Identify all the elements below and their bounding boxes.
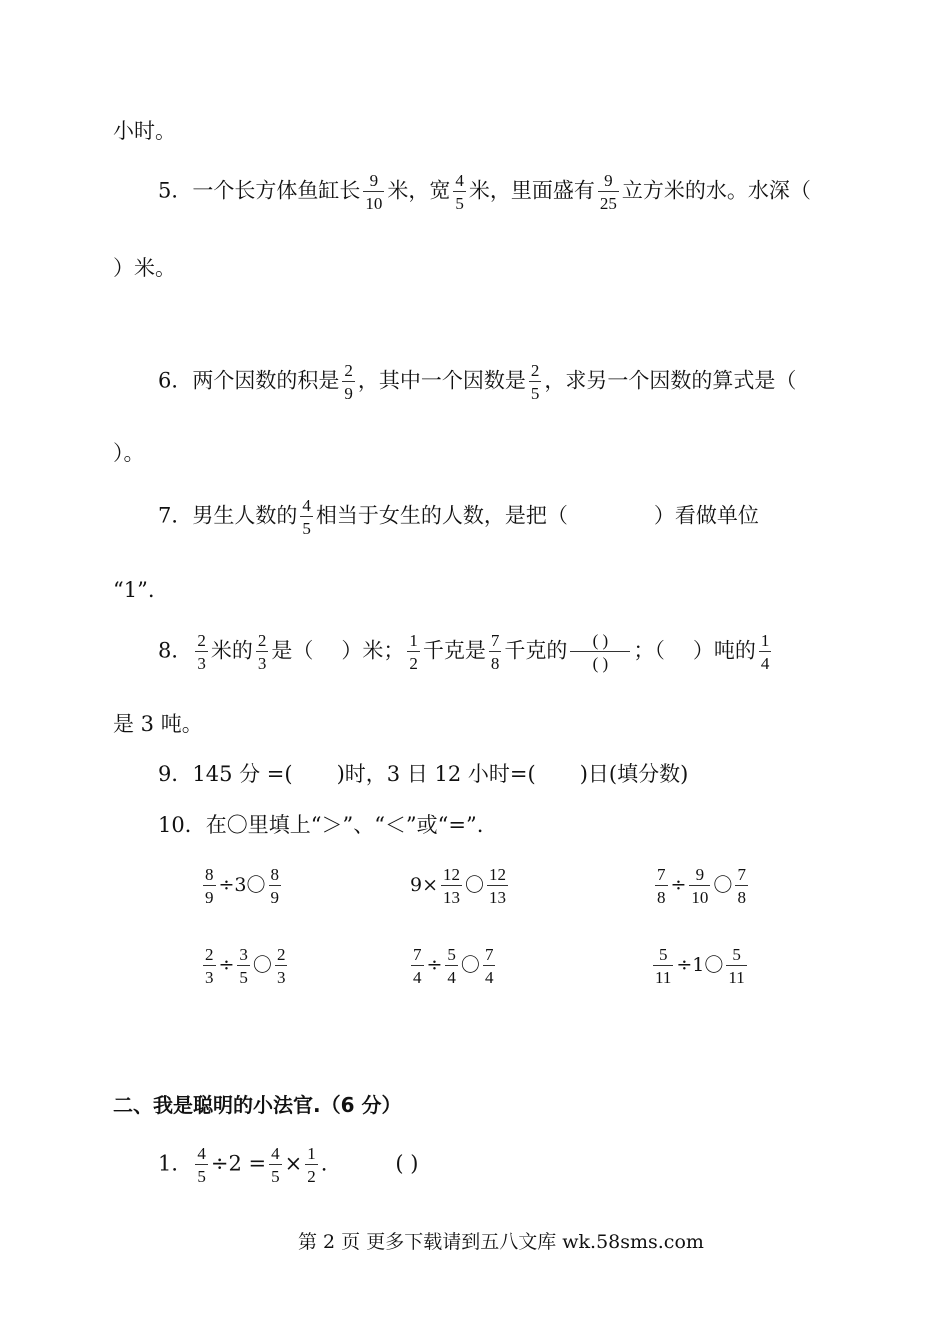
- fraction: $\frac{1}{2}$: [409, 631, 418, 673]
- q9-text: )日(填分数): [579, 762, 689, 786]
- q6-continuation: ）。: [113, 441, 145, 465]
- fraction: $\frac{2}{3}$: [257, 631, 267, 673]
- q6-text: ，其中一个因数是: [357, 368, 526, 393]
- operator: 〇: [460, 954, 480, 976]
- question-8: [158, 632, 774, 672]
- question-7: [158, 497, 759, 537]
- compare-item: [200, 946, 290, 986]
- fraction: $\frac{5}{11}$: [728, 945, 745, 987]
- operator: ÷: [218, 954, 235, 976]
- s2q1-text: ÷2 =: [210, 1151, 267, 1176]
- fraction: $\frac{4}{5}$: [302, 496, 311, 538]
- q8-text: 是（: [271, 638, 314, 663]
- fraction: $\frac{9}{10}$: [365, 171, 383, 213]
- fraction: $\frac{4}{5}$: [455, 171, 464, 213]
- page-footer: 第 2 页 更多下载请到五八文库 wk.58sms.com: [298, 1231, 704, 1253]
- fraction: $\frac{2}{3}$: [197, 631, 206, 673]
- fraction: $\frac{12}{13}$: [443, 865, 461, 907]
- fraction: $\frac{4}{5}$: [271, 1144, 280, 1186]
- q5-continuation: ）米。: [113, 256, 176, 280]
- s2q1-text: ×: [284, 1151, 303, 1176]
- operator: ÷3〇: [218, 874, 266, 896]
- compare-item: [652, 866, 751, 906]
- q6-text: 6．两个因数的积是: [158, 368, 340, 393]
- q7-text: 7．男生人数的: [158, 503, 298, 528]
- q8-text: ）吨的: [692, 638, 756, 663]
- q6-text: ，求另一个因数的算式是（: [544, 368, 797, 393]
- fraction: $\frac{2}{9}$: [344, 361, 353, 403]
- q5-text: 5．一个长方体鱼缸长: [158, 178, 361, 203]
- q8-text: 米的: [210, 638, 253, 663]
- judge-question-1: [158, 1145, 418, 1185]
- section-heading: 二、我是聪明的小法官.（6 分）: [113, 1093, 402, 1117]
- s2q1-text: 1．: [158, 1151, 193, 1176]
- fraction: $\frac{2}{3}$: [276, 945, 286, 987]
- q5-text: 立方米的水。水深（: [621, 178, 811, 203]
- fraction: $\frac{9}{10}$: [691, 865, 709, 907]
- q8-text: 千克的: [504, 638, 568, 663]
- operator: 〇: [713, 874, 733, 896]
- fraction: $\frac{2}{3}$: [205, 945, 214, 987]
- fraction: $\frac{3}{5}$: [239, 945, 248, 987]
- s2q1-text: .: [320, 1151, 328, 1176]
- q7-text: 相当于女生的人数，是把（: [315, 503, 568, 528]
- fraction: $\frac{5}{4}$: [447, 945, 456, 987]
- fraction: $\frac{4}{5}$: [197, 1144, 206, 1186]
- compare-item: [650, 946, 750, 986]
- question-9: [158, 764, 688, 785]
- fraction: $\frac{8}{9}$: [205, 865, 214, 907]
- operator: ÷1〇: [676, 954, 724, 976]
- q8-continuation: 是 3 吨。: [113, 712, 203, 736]
- operator: 〇: [465, 874, 485, 896]
- q9-text: )时，3 日 12 小时=(: [336, 762, 536, 786]
- fraction: $\frac{5}{11}$: [655, 945, 672, 987]
- q8-text: ）米；: [341, 638, 405, 663]
- operator: 9×: [410, 874, 439, 896]
- q8-text: 千克是: [422, 638, 486, 663]
- fraction: $\frac{7}{8}$: [657, 865, 666, 907]
- compare-item: [410, 866, 511, 906]
- q5-text: 米，里面盛有: [468, 178, 595, 203]
- question-10: 10．在〇里填上“＞”、“＜”或“=”.: [158, 813, 484, 837]
- blank-fraction: ( ) ( ): [570, 632, 630, 672]
- fraction: $\frac{1}{2}$: [307, 1144, 316, 1186]
- fraction: $\frac{9}{25}$: [599, 171, 617, 213]
- compare-item: [200, 866, 284, 906]
- operator: ÷: [670, 874, 687, 896]
- q7-text: ）看做单位: [653, 503, 759, 528]
- fraction: $\frac{1}{4}$: [760, 631, 770, 673]
- answer-blank: ( ): [395, 1151, 419, 1176]
- operator: ÷: [426, 954, 443, 976]
- text-line: 小时。: [113, 119, 176, 143]
- q8-text: 8．: [158, 638, 193, 663]
- fraction: $\frac{7}{4}$: [484, 945, 494, 987]
- question-6: [158, 362, 796, 402]
- compare-item: [408, 946, 498, 986]
- operator: 〇: [252, 954, 272, 976]
- fraction: $\frac{7}{8}$: [737, 865, 746, 907]
- q9-text: 9．145 分 =(: [158, 762, 293, 786]
- question-5: [158, 172, 811, 212]
- q5-text: 米，宽: [387, 178, 451, 203]
- fraction: $\frac{8}{9}$: [270, 865, 280, 907]
- fraction: $\frac{7}{8}$: [490, 631, 500, 673]
- fraction: $\frac{7}{4}$: [413, 945, 422, 987]
- fraction: $\frac{12}{13}$: [489, 865, 507, 907]
- q7-continuation: “1”.: [113, 578, 155, 602]
- q8-text: ；（: [633, 638, 665, 663]
- fraction: $\frac{2}{5}$: [530, 361, 540, 403]
